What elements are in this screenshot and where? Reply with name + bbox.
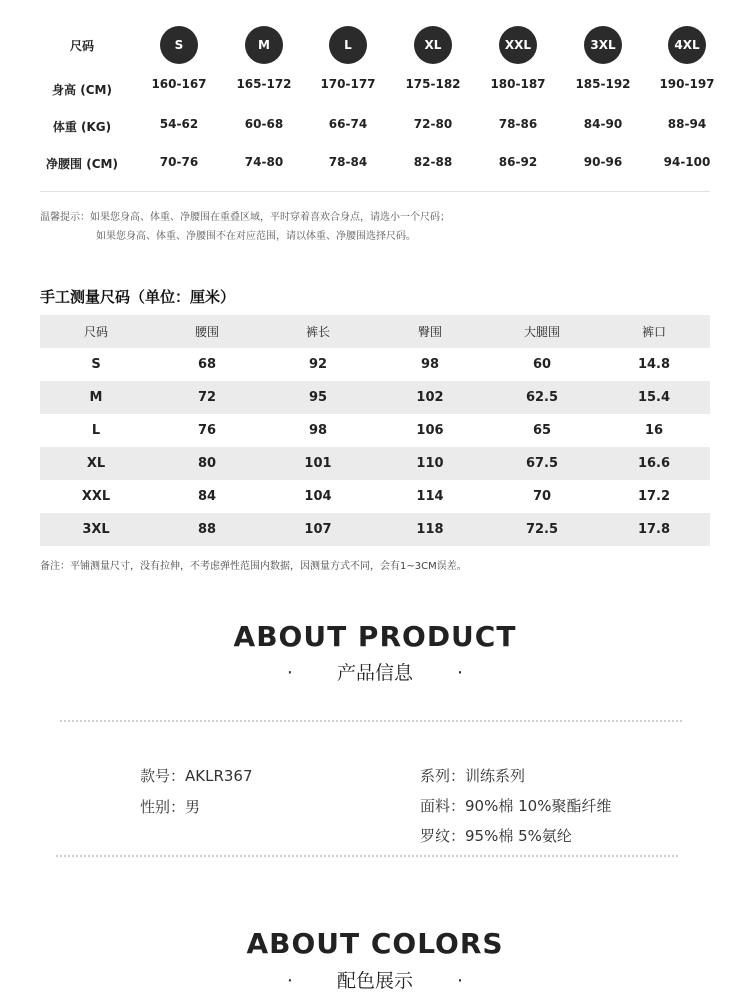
- table-header: 臀围: [417, 325, 442, 339]
- waist-cell: 78-84: [328, 155, 368, 169]
- table-cell: 92: [308, 357, 328, 372]
- table-cell: 84: [197, 489, 217, 504]
- table-cell: 118: [416, 522, 444, 537]
- table-cell: 72: [197, 390, 217, 405]
- about-colors-subtitle: [0, 966, 750, 993]
- table-cell: 15.4: [637, 390, 671, 405]
- height-cell: 190-197: [659, 77, 715, 91]
- table-cell: 68: [197, 357, 217, 372]
- table-header: 裤口: [641, 325, 666, 339]
- size-badge-4xl: 4XL: [668, 26, 706, 64]
- waist-cell: 74-80: [244, 155, 284, 169]
- table-cell: 70: [532, 489, 552, 504]
- table-cell: 65: [532, 423, 552, 438]
- table-cell: 101: [304, 456, 332, 471]
- weight-cell: 78-86: [498, 117, 538, 131]
- table-cell: 72.5: [525, 522, 559, 537]
- table-cell: 17.2: [637, 489, 671, 504]
- table-header: 裤长: [305, 325, 330, 339]
- tip-line-1: 温馨提示：如果您身高、体重、净腰围在重叠区域，平时穿着喜欢合身点，请选小一个尺码；: [40, 212, 450, 223]
- row-label-height: 身高 (CM): [52, 83, 112, 97]
- table-cell: 80: [197, 456, 217, 471]
- table-row: [40, 513, 710, 546]
- weight-cell: 54-62: [159, 117, 199, 131]
- dotted-divider-bottom: [56, 855, 678, 857]
- height-cell: 180-187: [490, 77, 546, 91]
- table-row: [40, 447, 710, 480]
- height-cell: 185-192: [575, 77, 631, 91]
- measure-title: 手工测量尺码（单位：厘米）: [40, 288, 236, 306]
- table-cell: 98: [420, 357, 440, 372]
- table-cell: 106: [416, 423, 444, 438]
- row-label-size: 尺码: [69, 39, 94, 53]
- table-cell: 102: [416, 390, 444, 405]
- waist-cell: 90-96: [583, 155, 623, 169]
- dotted-divider-top: [60, 720, 682, 722]
- fabric: 面料：90%棉 10%聚酯纤维: [420, 797, 612, 815]
- size-badge-3xl: 3XL: [584, 26, 622, 64]
- about-product-subtitle-text: 产品信息: [336, 662, 413, 684]
- size-badge-s: S: [160, 26, 198, 64]
- height-cell: 165-172: [236, 77, 292, 91]
- table-header: 大腿围: [523, 325, 560, 339]
- size-badge-m: M: [245, 26, 283, 64]
- table-cell: 107: [304, 522, 332, 537]
- table-cell: 104: [304, 489, 332, 504]
- rib-fabric: 罗纹：95%棉 5%氨纶: [420, 827, 572, 845]
- size-tips: [40, 208, 450, 246]
- table-cell: 88: [197, 522, 217, 537]
- measure-table: [40, 315, 710, 546]
- series: 系列：训练系列: [420, 767, 526, 785]
- table-cell: 60: [532, 357, 552, 372]
- table-row: [40, 480, 710, 513]
- table-cell: 62.5: [525, 390, 559, 405]
- table-cell: 14.8: [637, 357, 671, 372]
- dot-left: ·: [286, 970, 293, 992]
- table-cell: 17.8: [637, 522, 671, 537]
- table-row: [40, 381, 710, 414]
- row-label-waist: 净腰围 (CM): [46, 157, 118, 171]
- table-cell: 16: [644, 423, 664, 438]
- divider: [40, 191, 710, 192]
- row-label-weight: 体重 (KG): [52, 120, 112, 134]
- size-badge-xl: XL: [414, 26, 452, 64]
- table-cell: 3XL: [82, 522, 110, 537]
- waist-cell: 82-88: [413, 155, 453, 169]
- weight-cell: 66-74: [328, 117, 368, 131]
- height-cell: 170-177: [320, 77, 376, 91]
- about-product-subtitle: [0, 658, 750, 685]
- tip-line-2: 如果您身高、体重、净腰围不在对应范围，请以体重、净腰围选择尺码。: [96, 231, 416, 242]
- table-header: 尺码: [83, 325, 108, 339]
- table-cell: 110: [416, 456, 444, 471]
- gender: 性别：男: [140, 798, 201, 816]
- table-row: [40, 414, 710, 447]
- waist-cell: 70-76: [159, 155, 199, 169]
- weight-cell: 72-80: [413, 117, 453, 131]
- table-cell: 67.5: [525, 456, 559, 471]
- table-header-row: [40, 315, 710, 348]
- table-cell: XXL: [81, 489, 111, 504]
- dot-right: ·: [457, 662, 464, 684]
- size-chart: [0, 0, 750, 200]
- height-cell: 160-167: [151, 77, 207, 91]
- dot-left: ·: [286, 662, 293, 684]
- table-header: 腰围: [194, 325, 219, 339]
- size-badge-l: L: [329, 26, 367, 64]
- weight-cell: 88-94: [667, 117, 707, 131]
- table-cell: S: [91, 357, 101, 372]
- about-colors-subtitle-text: 配色展示: [336, 970, 413, 992]
- table-cell: 95: [308, 390, 328, 405]
- waist-cell: 94-100: [663, 155, 711, 169]
- table-cell: XL: [86, 456, 106, 471]
- weight-cell: 60-68: [244, 117, 284, 131]
- about-product-title: ABOUT PRODUCT: [233, 620, 517, 653]
- height-cell: 175-182: [405, 77, 461, 91]
- table-row: [40, 348, 710, 381]
- waist-cell: 86-92: [498, 155, 538, 169]
- table-cell: 114: [416, 489, 444, 504]
- size-badge-xxl: XXL: [499, 26, 537, 64]
- table-cell: 98: [308, 423, 328, 438]
- style-number: 款号：AKLR367: [140, 767, 253, 785]
- table-cell: L: [91, 423, 101, 438]
- table-cell: 16.6: [637, 456, 671, 471]
- table-cell: M: [89, 390, 103, 405]
- about-colors-title: ABOUT COLORS: [246, 927, 504, 960]
- measure-note: 备注：平铺测量尺寸，没有拉伸，不考虑弹性范围内数据，因测量方式不同，会有1~3CM误差。: [40, 561, 467, 572]
- table-cell: 76: [197, 423, 217, 438]
- dot-right: ·: [457, 970, 464, 992]
- weight-cell: 84-90: [583, 117, 623, 131]
